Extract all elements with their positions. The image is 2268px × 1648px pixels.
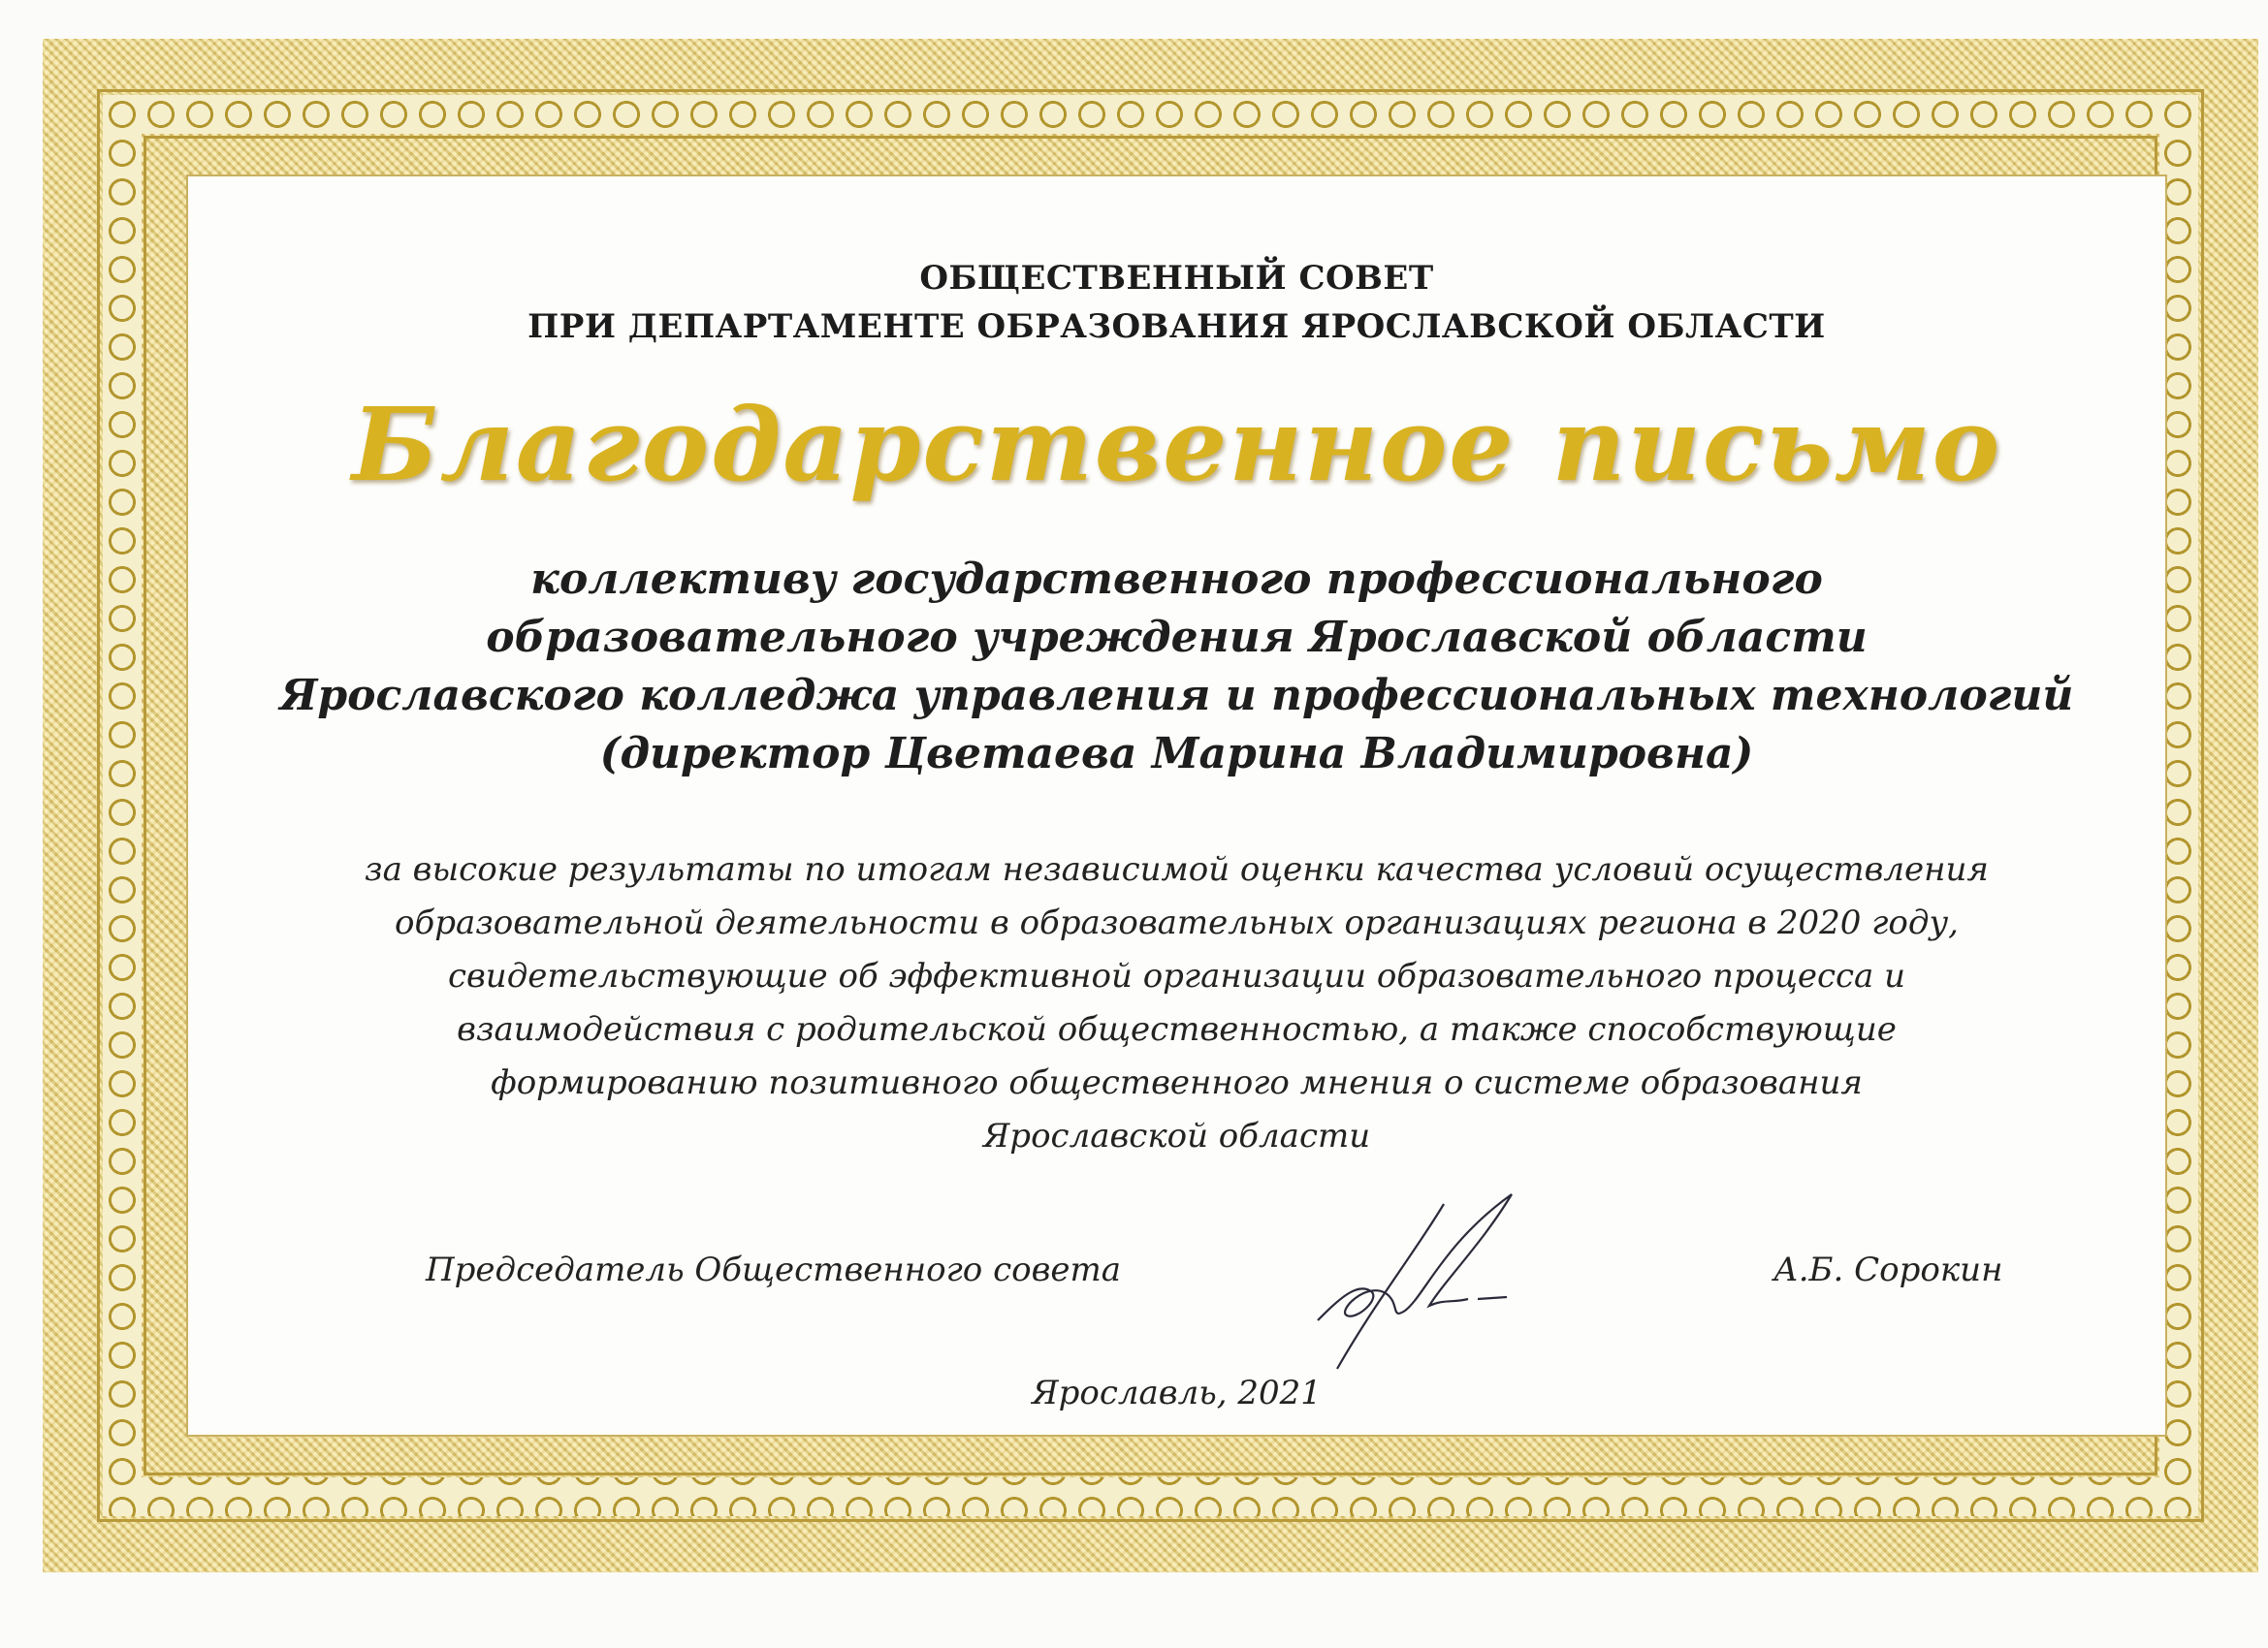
signatory-position: Председатель Общественного совета bbox=[426, 1251, 1122, 1289]
signatory-name: А.Б. Сорокин bbox=[1773, 1251, 2003, 1289]
reason-line-2: образовательной деятельности в образовательных организациях региона в 2020 году, bbox=[395, 903, 1959, 942]
recipient-line-2: образовательного учреждения Ярославской области bbox=[486, 613, 1868, 662]
recipient-line-4: (директор Цветаева Марина Владимировна) bbox=[599, 729, 1754, 778]
reason-line-4: взаимодействия с родительской общественностью, а также способствующие bbox=[457, 1010, 1897, 1049]
certificate-body bbox=[186, 174, 2167, 1437]
reason-line-3: свидетельствующие об эффективной организации образовательного процесса и bbox=[447, 957, 1906, 996]
organization-name-line-1: ОБЩЕСТВЕННЫЙ СОВЕТ bbox=[919, 259, 1434, 298]
reason-line-5: формированию позитивного общественного мнения о системе образования bbox=[491, 1063, 1863, 1102]
recipient-line-3: Ярославского колледжа управления и профессиональных технологий bbox=[279, 671, 2074, 720]
document-title: Благодарственное письмо bbox=[351, 385, 2002, 504]
place-and-date: Ярославль, 2021 bbox=[1032, 1374, 1322, 1412]
recipient-line-1: коллективу государственного профессионального bbox=[530, 555, 1823, 604]
organization-name-line-2: ПРИ ДЕПАРТАМЕНТЕ ОБРАЗОВАНИЯ ЯРОСЛАВСКОЙ ОБЛАСТИ bbox=[527, 307, 1826, 346]
handwritten-signature bbox=[1298, 1185, 1550, 1379]
reason-line-1: за высокие результаты по итогам независимой оценки качества условий осуществления bbox=[365, 850, 1989, 889]
reason-line-6: Ярославской области bbox=[982, 1117, 1371, 1156]
decorative-frame bbox=[43, 39, 2258, 1572]
